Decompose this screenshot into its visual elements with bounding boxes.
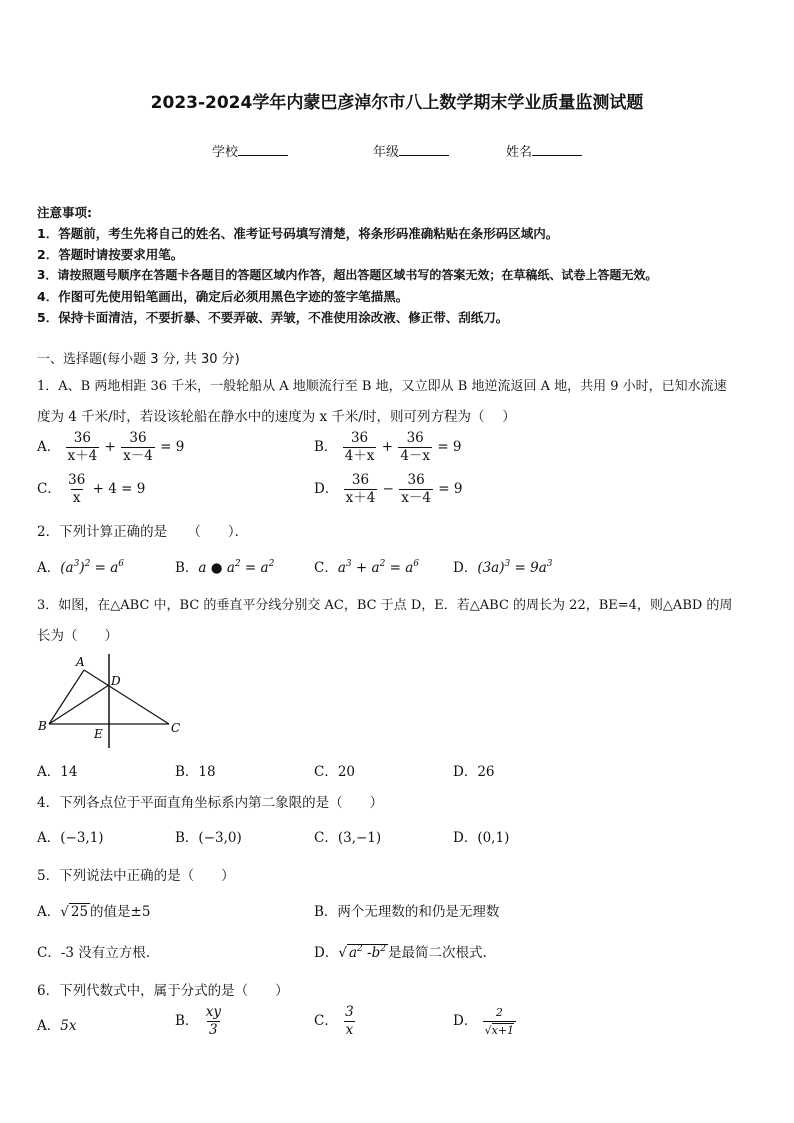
q2-option-c[interactable]: C．$a^3 + a^2 = a^6$ [314, 559, 420, 576]
label-c: C [171, 721, 181, 735]
school-field: 学校 [212, 141, 288, 160]
q3-option-c[interactable]: C．20 [314, 764, 356, 780]
side-ac [84, 670, 169, 724]
note-item: 1．答题前，考生先将自己的姓名、准考证号码填写清楚，将条形码准确粘贴在条形码区域内。 [37, 226, 559, 241]
q1-option-a[interactable]: A． $\frac{36}{x+4}$ + $\frac{36}{x-4}$ = 9 [37, 430, 185, 464]
q3-option-a[interactable]: A．14 [37, 764, 78, 780]
q2-stem: 2．下列计算正确的是 （ ）． [37, 524, 249, 540]
name-blank[interactable] [532, 143, 582, 156]
sqrt-symbol: √ $a^2$ $-b^2$ [338, 944, 386, 961]
note-item: 2．答题时请按要求用笔。 [37, 247, 184, 262]
q1-option-b[interactable]: B． $\frac{36}{4+x}$ + $\frac{36}{4-x}$ = 9 [314, 430, 462, 464]
q6-stem: 6．下列代数式中，属于分式的是（ ） [37, 983, 289, 999]
q2-option-b[interactable]: B．a ● $a^2 = a^2$ [175, 559, 275, 576]
q5-option-b[interactable]: B．两个无理数的和仍是无理数 [314, 904, 500, 920]
q1-option-c[interactable]: C． $\frac{36}{x}$ + 4 = 9 [37, 472, 146, 506]
triangle-figure [36, 648, 186, 750]
side-ab [49, 670, 84, 724]
q3-stem-line1: 3．如图，在△ABC 中，BC 的垂直平分线分别交 AC，BC 于点 D，E．若△ABC 的周长为 22，BE=4，则△ABD 的周 [37, 598, 733, 613]
note-item: 5．保持卡面清洁，不要折暴、不要弄破、弄皱，不准使用涂改液、修正带、刮纸刀。 [37, 310, 509, 325]
q4-option-c[interactable]: C．(3,−1) [314, 830, 382, 846]
notes-heading: 注意事项: [37, 205, 92, 220]
name-field: 姓名 [506, 141, 582, 160]
q6-option-b[interactable]: B． $\frac{xy}{3}$ [175, 1004, 221, 1038]
q6-option-a[interactable]: A．5x [37, 1018, 77, 1034]
page-title: 2023-2024学年内蒙巴彦淖尔市八上数学期末学业质量监测试题 [150, 93, 644, 113]
q5-option-c[interactable]: C．-3 没有立方根. [37, 945, 151, 961]
school-blank[interactable] [238, 143, 288, 156]
q4-option-d[interactable]: D．(0,1) [453, 830, 510, 846]
q6-option-c[interactable]: C． $\frac{3}{x}$ [314, 1004, 354, 1038]
q4-option-b[interactable]: B．(−3,0) [175, 830, 242, 846]
q1-stem-line2: 度为 4 千米/时，若设该轮船在静水中的速度为 x 千米/时，则可列方程为（ ） [37, 409, 516, 425]
label-e: E [94, 727, 103, 741]
segment-bd [49, 685, 109, 724]
q4-stem: 4．下列各点位于平面直角坐标系内第二象限的是（ ） [37, 795, 384, 811]
q5-stem: 5．下列说法中正确的是（ ） [37, 868, 235, 884]
q1-option-d[interactable]: D． $\frac{36}{x+4}$ − $\frac{36}{x-4}$ = 9 [314, 472, 463, 506]
q5-option-a[interactable]: A．√ 25 的值是±5 [37, 904, 151, 920]
q2-option-a[interactable]: A．$(a^3)^2 = a^6$ [37, 559, 125, 576]
grade-field: 年级 [373, 141, 449, 160]
q1-stem-line1: 1．A、B 两地相距 36 千米，一般轮船从 A 地顺流行至 B 地，又立即从 B 地逆流返回 A 地，共用 9 小时，已知水流速 [37, 379, 727, 394]
q5-option-d[interactable]: D．√ $a^2$ $-b^2$ 是最简二次根式. [314, 944, 487, 961]
note-item: 3．请按照题号顺序在答题卡各题目的答题区域内作答，超出答题区域书写的答案无效；在草稿纸、试卷上答题无效。 [37, 268, 658, 282]
q6-option-d[interactable]: D． $\frac{2}{√x+1}$ [453, 1006, 515, 1037]
q3-option-d[interactable]: D．26 [453, 764, 495, 780]
note-item: 4．作图可先使用铅笔画出，确定后必须用黑色字迹的签字笔描黑。 [37, 289, 409, 304]
label-b: B [38, 719, 47, 733]
label-a: A [76, 655, 85, 669]
q4-option-a[interactable]: A．(−3,1) [37, 830, 104, 846]
label-d: D [111, 674, 121, 688]
q3-option-b[interactable]: B．18 [175, 764, 216, 780]
q3-stem-line2: 长为（ ） [37, 628, 118, 644]
section-heading: 一、选择题(每小题 3 分, 共 30 分) [37, 352, 240, 367]
q2-option-d[interactable]: D．$(3a)^3 = 9a^3$ [453, 559, 553, 576]
grade-blank[interactable] [399, 143, 449, 156]
sqrt-symbol: √ 25 [60, 904, 89, 920]
